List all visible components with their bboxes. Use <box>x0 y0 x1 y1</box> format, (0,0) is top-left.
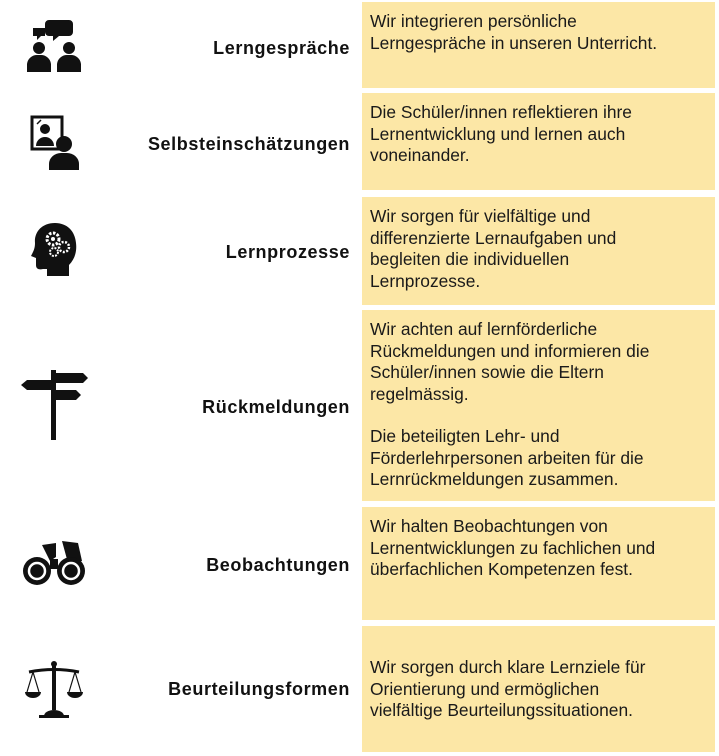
self-portrait-icon <box>18 111 90 173</box>
row-description <box>362 507 715 620</box>
description-paragraph: Wir sorgen durch klare Lernziele für Orientierung und ermöglichen vielfältige Beurteilungssituationen. <box>370 657 646 720</box>
row-label: Selbsteinschätzungen <box>147 134 350 154</box>
description-paragraph: Die Schüler/innen reflektieren ihre Lernentwicklung und lernen auch voneinander. <box>370 102 632 165</box>
description-paragraph: Wir achten auf lernförderliche Rückmeldungen und informieren die Schüler/innen sowie die Eltern regelmässig. <box>370 319 650 404</box>
description-paragraph: Wir halten Beobachtungen von Lernentwicklungen zu fachlichen und überfachlichen Kompetenzen fest. <box>370 516 656 579</box>
binoculars-icon <box>18 535 90 591</box>
row-label: Lernprozesse <box>225 242 350 262</box>
row-description <box>362 2 715 88</box>
conversation-people-icon <box>18 16 90 76</box>
description-paragraph: Wir sorgen für vielfältige und differenzierte Lernaufgaben und begleiten die individuellen Lernprozesse. <box>370 206 617 291</box>
row-description <box>362 93 715 190</box>
row-beurteilungsformen <box>0 626 719 752</box>
row-label: Beurteilungsformen <box>168 679 350 699</box>
row-label: Beobachtungen <box>206 555 350 575</box>
signpost-icon <box>18 366 90 444</box>
scales-icon <box>18 656 90 720</box>
row-selbsteinschaetzungen <box>0 93 719 190</box>
description-paragraph: Die beteiligten Lehr- und Förderlehrpersonen arbeiten für die Lernrückmeldungen zusammen. <box>370 426 644 489</box>
head-gears-icon <box>18 219 90 279</box>
row-rueckmeldungen <box>0 310 719 501</box>
row-description <box>362 310 715 501</box>
description-paragraph: Wir integrieren persönliche Lerngespräche in unseren Unterricht. <box>370 11 658 53</box>
row-description <box>362 626 715 752</box>
row-lernprozesse <box>0 197 719 305</box>
row-beobachtungen <box>0 507 719 620</box>
row-lerngespraeche <box>0 2 719 88</box>
row-label: Rückmeldungen <box>202 397 350 417</box>
row-description <box>362 197 715 305</box>
row-label: Lerngespräche <box>213 38 350 58</box>
